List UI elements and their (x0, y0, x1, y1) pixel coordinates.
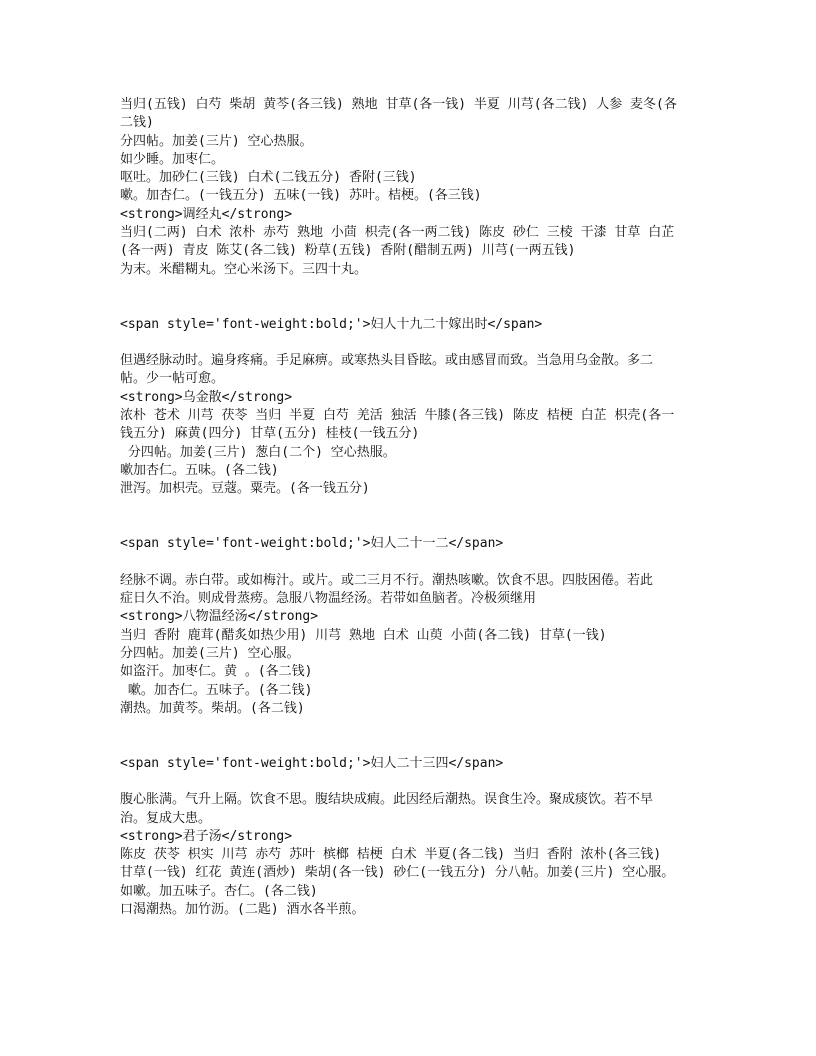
text-line: 二钱) (120, 115, 154, 131)
text-line: 浓朴 苍术 川芎 茯苓 当归 半夏 白芍 羌活 独活 牛膝(各三钱) 陈皮 桔梗 白芷 枳壳(各一 (120, 408, 675, 424)
text-line: 泄泻。加枳壳。豆蔻。粟壳。(各一钱五分) (120, 481, 370, 497)
text-line: 如盗汗。加枣仁。黄 。(各二钱) (120, 664, 313, 680)
blank-line (120, 297, 710, 315)
text-line: 甘草(一钱) 红花 黄连(酒炒) 柴胡(各一钱) 砂仁(一钱五分) 分八帖。加姜(三片) 空心服。 (120, 865, 675, 881)
blank-line (120, 773, 710, 791)
text-line: (各一两) 青皮 陈艾(各二钱) 粉草(五钱) 香附(醋制五两) 川芎(一两五钱) (120, 243, 576, 259)
text-line: 如少睡。加枣仁。 (120, 151, 225, 167)
text-line: 治。复成大患。 (120, 810, 212, 826)
text-line: 腹心胀满。气升上隔。饮食不思。腹结块成瘕。此因经后潮热。误食生冷。聚成痰饮。若不早 (120, 792, 654, 808)
blank-line (120, 736, 710, 754)
text-line: <strong>君子汤</strong> (120, 828, 293, 844)
document-body (120, 96, 710, 919)
blank-line (120, 499, 710, 517)
text-line: 嗽。加杏仁。五味子。(各二钱) (120, 682, 313, 698)
text-line: <strong>乌金散</strong> (120, 389, 293, 405)
text-line: 帖。少一帖可愈。 (120, 371, 225, 387)
text-line: <span style='font-weight:bold;'>妇人十九二十嫁出时</span> (120, 316, 543, 332)
text-line: 当归(二两) 白术 浓朴 赤芍 熟地 小茴 枳壳(各一两二钱) 陈皮 砂仁 三棱 干漆 甘草 白芷 (120, 225, 675, 241)
blank-line (120, 718, 710, 736)
text-line: <strong>八物温经汤</strong> (120, 609, 319, 625)
text-line: 口渴潮热。加竹沥。(二匙) 酒水各半煎。 (120, 902, 365, 918)
text-line: 嗽加杏仁。五味。(各二钱) (120, 462, 279, 478)
text-line: 呕吐。加砂仁(三钱) 白术(二钱五分) 香附(三钱) (120, 170, 417, 186)
text-line: 分四帖。加姜(三片) 空心服。 (120, 645, 300, 661)
blank-line (120, 334, 710, 352)
text-line: 如嗽。加五味子。杏仁。(各二钱) (120, 883, 318, 899)
text-line: 潮热。加黄芩。柴胡。(各二钱) (120, 700, 305, 716)
text-line: 当归 香附 鹿茸(醋炙如热少用) 川芎 熟地 白术 山萸 小茴(各二钱) 甘草(一钱) (120, 627, 607, 643)
text-line: 分四帖。加姜(三片) 空心热服。 (120, 133, 313, 149)
text-line: <span style='font-weight:bold;'>妇人二十三四</span> (120, 755, 504, 771)
text-line: <strong>调经丸</strong> (120, 206, 293, 222)
text-line: 分四帖。加姜(三片) 葱白(二个) 空心热服。 (120, 444, 396, 460)
blank-line (120, 517, 710, 535)
text-line: 嗽。加杏仁。(一钱五分) 五味(一钱) 苏叶。桔梗。(各三钱) (120, 188, 482, 204)
text-line: 症日久不治。则成骨蒸痨。急服八物温经汤。若带如鱼脑者。冷极须继用 (120, 591, 537, 607)
text-line: 但遇经脉动时。遍身疼痛。手足麻痹。或寒热头目昏眩。或由感冒而致。当急用乌金散。多二 (120, 353, 654, 369)
blank-line (120, 553, 710, 571)
text-line: 陈皮 茯苓 枳实 川芎 赤芍 苏叶 槟榔 桔梗 白术 半夏(各二钱) 当归 香附 浓朴(各三钱) (120, 847, 662, 863)
blank-line (120, 279, 710, 297)
text-line: 钱五分) 麻黄(四分) 甘草(五分) 桂枝(一钱五分) (120, 426, 420, 442)
text-line: 为末。米醋糊丸。空心米汤下。三四十丸。 (120, 261, 368, 277)
text-line: <span style='font-weight:bold;'>妇人二十一二</span> (120, 536, 504, 552)
text-line: 经脉不调。赤白带。或如梅汁。或片。或二三月不行。潮热咳嗽。饮食不思。四肢困倦。若此 (120, 572, 654, 588)
text-line: 当归(五钱) 白芍 柴胡 黄芩(各三钱) 熟地 甘草(各一钱) 半夏 川芎(各二钱) 人参 麦冬(各 (120, 97, 677, 112)
